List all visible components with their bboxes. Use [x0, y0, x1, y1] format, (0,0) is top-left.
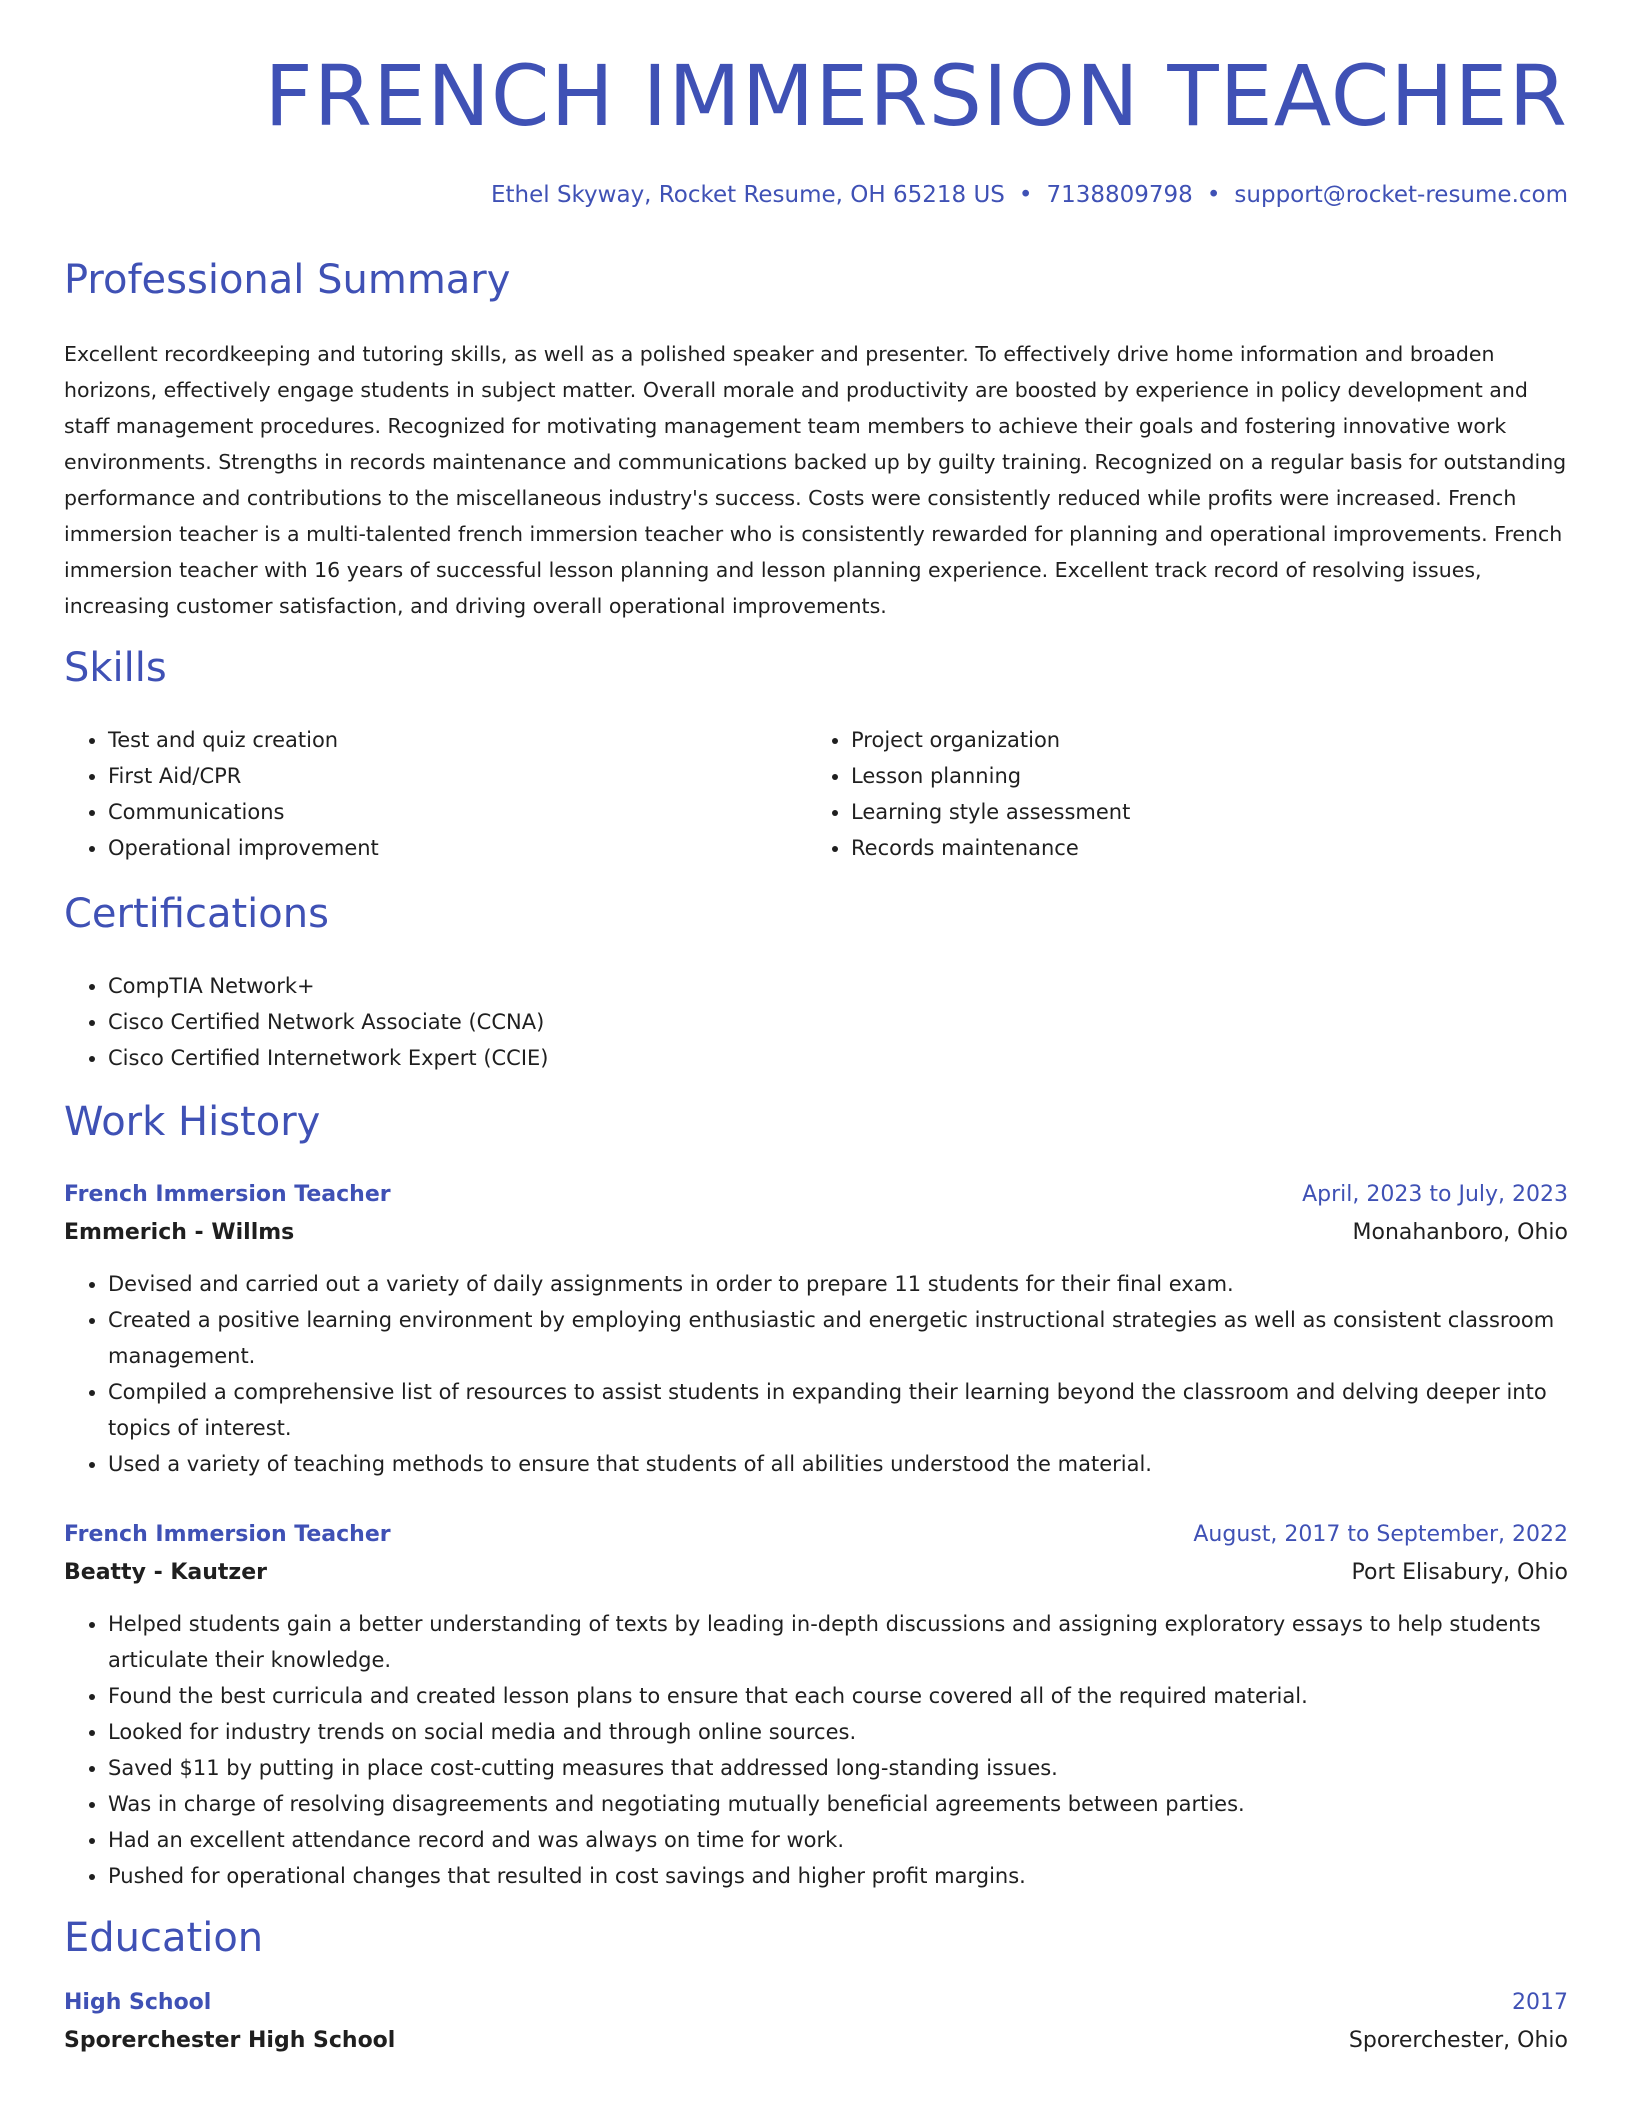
education-degree: High School — [64, 1990, 212, 2015]
job-bullet: • Compiled a comprehensive list of resources to assist students in expanding their learning beyond the classroom and delving deeper into topics of interest. — [108, 1374, 1568, 1446]
job-location: Monahanboro, Ohio — [1352, 1220, 1568, 1245]
contact-separator: • — [1018, 182, 1033, 208]
certifications-list — [64, 968, 1568, 1076]
resume-name: FRENCH IMMERSION TEACHER — [264, 47, 1568, 145]
job-bullet: • Used a variety of teaching methods to ensure that students of all abilities understood the material. — [108, 1446, 1568, 1482]
education-heading: Education — [64, 1915, 264, 1961]
job-bullet: • Helped students gain a better understanding of texts by leading in-depth discussions and assigning exploratory essays to help students articulate their knowledge. — [108, 1606, 1568, 1678]
skill-item: • Test and quiz creation — [108, 722, 784, 758]
skill-item: • Operational improvement — [108, 830, 784, 866]
job-bullet: • Had an excellent attendance record and was always on time for work. — [108, 1822, 1568, 1858]
job-location: Port Elisabury, Ohio — [1351, 1560, 1568, 1585]
certification-item: • Cisco Certified Network Associate (CCNA) — [108, 1004, 1568, 1040]
job-bullet: • Saved $11 by putting in place cost-cutting measures that addressed long-standing issues. — [108, 1750, 1568, 1786]
job-bullet: • Devised and carried out a variety of daily assignments in order to prepare 11 students for their final exam. — [108, 1266, 1568, 1302]
contact-address: Ethel Skyway, Rocket Resume, OH 65218 US — [490, 182, 1005, 208]
job-company: Emmerich - Willms — [64, 1220, 295, 1245]
job-bullet: • Looked for industry trends on social media and through online sources. — [108, 1714, 1568, 1750]
contact-phone: 7138809798 — [1046, 182, 1193, 208]
job-dates: April, 2023 to July, 2023 — [1302, 1182, 1568, 1207]
education-year: 2017 — [1512, 1990, 1568, 2015]
contact-email: support@rocket-resume.com — [1234, 182, 1568, 208]
education-degree-row — [64, 1984, 1568, 2022]
skill-item: • Lesson planning — [851, 758, 1527, 794]
work-history-heading: Work History — [64, 1099, 321, 1145]
job-entry — [64, 1516, 1568, 1894]
job-bullet: • Found the best curricula and created lesson plans to ensure that each course covered all of the required material. — [108, 1678, 1568, 1714]
summary-text: Excellent recordkeeping and tutoring skills, as well as a polished speaker and presenter. To effectively drive home information and broaden horizons, effectively engage students in subject matter. Overall morale and productivity are boosted by experience in policy development and staff management procedures. Recognized for motivating management team members to achieve their goals and fostering innovative work environments. Strengths in records maintenance and communications backed up by guilty training. Recognized on a regular basis for outstanding performance and contributions to the miscellaneous industry's success. Costs were consistently reduced while profits were increased. French immersion teacher is a multi-talented french immersion teacher who is consistently rewarded for planning and operational improvements. French immersion teacher with 16 years of successful lesson planning and lesson planning experience. Excellent track record of resolving issues, increasing customer satisfaction, and driving overall operational improvements. — [64, 342, 1567, 618]
skills-column-left — [64, 722, 784, 866]
skills-list-right — [807, 722, 1527, 866]
contact-separator: • — [1206, 182, 1221, 208]
skills-heading: Skills — [64, 645, 167, 691]
skill-item: • Learning style assessment — [851, 794, 1527, 830]
certification-item: • Cisco Certified Internetwork Expert (CCIE) — [108, 1040, 1568, 1076]
job-bullets — [64, 1606, 1568, 1894]
job-role: French Immersion Teacher — [64, 1522, 391, 1547]
certifications-heading: Certifications — [64, 891, 329, 937]
contact-line — [491, 182, 1568, 210]
certifications-block — [64, 968, 1568, 1076]
job-dates: August, 2017 to September, 2022 — [1193, 1522, 1568, 1547]
job-company-row — [64, 1554, 1568, 1592]
job-company: Beatty - Kautzer — [64, 1560, 268, 1585]
education-entry — [64, 1984, 1568, 2060]
skill-item: • Project organization — [851, 722, 1527, 758]
skill-item: • Records maintenance — [851, 830, 1527, 866]
job-bullet: • Created a positive learning environment by employing enthusiastic and energetic instructional strategies as well as consistent classroom management. — [108, 1302, 1568, 1374]
job-bullet: • Pushed for operational changes that resulted in cost savings and higher profit margins. — [108, 1858, 1568, 1894]
summary-heading: Professional Summary — [64, 257, 511, 303]
education-school: Sporerchester High School — [64, 2028, 396, 2053]
skill-item: • First Aid/CPR — [108, 758, 784, 794]
job-bullets — [64, 1266, 1568, 1482]
job-bullet: • Was in charge of resolving disagreements and negotiating mutually beneficial agreements between parties. — [108, 1786, 1568, 1822]
job-role: French Immersion Teacher — [64, 1182, 391, 1207]
skills-column-right — [807, 722, 1527, 866]
job-title-row — [64, 1176, 1568, 1214]
education-school-row — [64, 2022, 1568, 2060]
job-entry — [64, 1176, 1568, 1482]
skills-list-left — [64, 722, 784, 866]
skill-item: • Communications — [108, 794, 784, 830]
education-location: Sporerchester, Ohio — [1348, 2028, 1568, 2053]
job-company-row — [64, 1214, 1568, 1252]
certification-item: • CompTIA Network+ — [108, 968, 1568, 1004]
job-title-row — [64, 1516, 1568, 1554]
